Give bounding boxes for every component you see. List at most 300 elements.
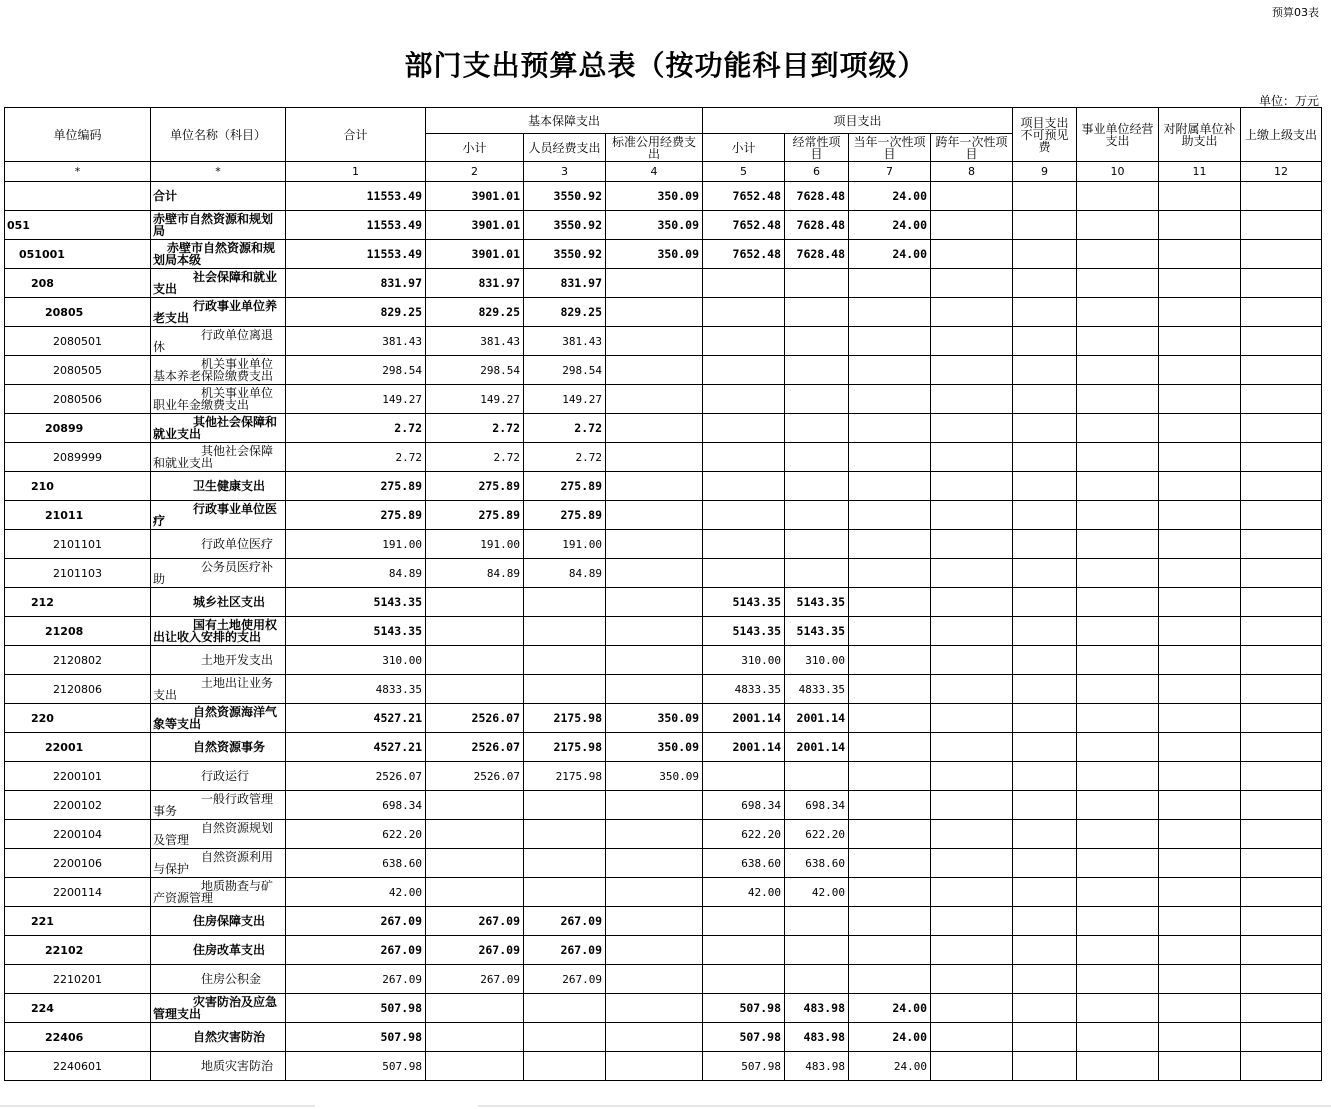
row-value: 275.89 — [286, 472, 426, 501]
row-value: 2001.14 — [703, 704, 785, 733]
table-row — [5, 472, 1322, 501]
row-value — [849, 501, 931, 530]
column-index-cell: 4 — [606, 162, 703, 182]
row-value: 638.60 — [286, 849, 426, 878]
row-value: 24.00 — [849, 240, 931, 269]
row-value: 191.00 — [524, 530, 606, 559]
row-value — [931, 269, 1013, 298]
row-value — [1241, 269, 1322, 298]
row-value — [785, 936, 849, 965]
row-value — [703, 530, 785, 559]
row-value — [1159, 588, 1241, 617]
row-value — [606, 791, 703, 820]
unit-label: 单位：万元 — [1258, 94, 1319, 108]
row-value — [703, 965, 785, 994]
row-value — [1077, 820, 1159, 849]
row-value: 2001.14 — [785, 704, 849, 733]
row-value — [1241, 298, 1322, 327]
table-row — [5, 211, 1322, 240]
row-value: 267.09 — [426, 907, 524, 936]
row-value — [785, 269, 849, 298]
row-value: 275.89 — [286, 501, 426, 530]
row-code: 2200114 — [5, 878, 151, 907]
row-value — [849, 356, 931, 385]
row-value: 5143.35 — [286, 617, 426, 646]
row-value — [1241, 501, 1322, 530]
row-value — [1077, 530, 1159, 559]
row-name: 机关事业单位职业年金缴费支出 — [151, 385, 286, 414]
row-name: 自然资源利用与保护 — [151, 849, 286, 878]
row-value — [703, 356, 785, 385]
row-value: 24.00 — [849, 211, 931, 240]
row-value — [606, 356, 703, 385]
row-value: 267.09 — [426, 965, 524, 994]
row-value — [1241, 1052, 1322, 1081]
row-value — [849, 327, 931, 356]
row-value — [1241, 327, 1322, 356]
column-index-cell: 12 — [1241, 162, 1322, 182]
row-value — [785, 501, 849, 530]
row-value — [1077, 240, 1159, 269]
row-value — [524, 588, 606, 617]
row-value — [1159, 443, 1241, 472]
row-value — [931, 559, 1013, 588]
row-value: 2.72 — [524, 443, 606, 472]
row-value — [524, 878, 606, 907]
row-code — [5, 182, 151, 211]
table-row — [5, 646, 1322, 675]
row-value — [1077, 965, 1159, 994]
row-value — [606, 617, 703, 646]
row-value — [703, 762, 785, 791]
row-value — [606, 327, 703, 356]
row-value: 3901.01 — [426, 211, 524, 240]
row-value — [1013, 414, 1077, 443]
row-name: 社会保障和就业支出 — [151, 269, 286, 298]
row-value — [1159, 646, 1241, 675]
row-value — [1077, 994, 1159, 1023]
row-value — [1013, 385, 1077, 414]
row-value: 310.00 — [703, 646, 785, 675]
row-value: 507.98 — [703, 994, 785, 1023]
row-value: 149.27 — [426, 385, 524, 414]
row-value — [931, 1023, 1013, 1052]
row-value — [703, 559, 785, 588]
table-row — [5, 733, 1322, 762]
row-value: 2175.98 — [524, 733, 606, 762]
column-index-cell: 5 — [703, 162, 785, 182]
row-value — [785, 472, 849, 501]
row-value — [931, 791, 1013, 820]
row-value — [606, 385, 703, 414]
row-value: 507.98 — [286, 1023, 426, 1052]
row-name: 地质灾害防治 — [151, 1052, 286, 1081]
row-value — [931, 472, 1013, 501]
row-value: 350.09 — [606, 704, 703, 733]
row-value — [931, 762, 1013, 791]
row-value — [1077, 762, 1159, 791]
table-row — [5, 269, 1322, 298]
row-code: 224 — [5, 994, 151, 1023]
row-value — [849, 269, 931, 298]
row-value: 11553.49 — [286, 240, 426, 269]
col-header-name: 单位名称（科目） — [151, 108, 286, 162]
row-code: 2080501 — [5, 327, 151, 356]
row-value: 11553.49 — [286, 211, 426, 240]
row-value: 698.34 — [286, 791, 426, 820]
row-value: 275.89 — [426, 472, 524, 501]
row-name: 机关事业单位基本养老保险缴费支出 — [151, 356, 286, 385]
row-code: 2080506 — [5, 385, 151, 414]
row-value: 3550.92 — [524, 182, 606, 211]
bottom-divider — [478, 1105, 1331, 1107]
row-value — [606, 559, 703, 588]
row-value — [931, 936, 1013, 965]
row-value: 267.09 — [524, 965, 606, 994]
row-value — [785, 356, 849, 385]
row-value — [1013, 907, 1077, 936]
row-value — [1077, 791, 1159, 820]
col-header-project: 项目支出 — [703, 108, 1013, 134]
row-value — [426, 675, 524, 704]
row-value — [1159, 298, 1241, 327]
table-row — [5, 849, 1322, 878]
row-value: 149.27 — [524, 385, 606, 414]
row-value: 638.60 — [703, 849, 785, 878]
table-row — [5, 530, 1322, 559]
row-value: 483.98 — [785, 1023, 849, 1052]
row-value: 698.34 — [785, 791, 849, 820]
row-code: 2200102 — [5, 791, 151, 820]
row-value — [606, 472, 703, 501]
row-code: 220 — [5, 704, 151, 733]
row-code: 210 — [5, 472, 151, 501]
row-value — [1077, 588, 1159, 617]
row-code: 2200101 — [5, 762, 151, 791]
row-value — [931, 675, 1013, 704]
table-row — [5, 675, 1322, 704]
row-value — [703, 443, 785, 472]
row-value — [1013, 936, 1077, 965]
row-code: 051001 — [5, 240, 151, 269]
row-code: 051 — [5, 211, 151, 240]
row-value — [524, 849, 606, 878]
column-index-cell: 1 — [286, 162, 426, 182]
row-value: 2526.07 — [426, 733, 524, 762]
row-value: 2001.14 — [703, 733, 785, 762]
row-value — [426, 646, 524, 675]
row-value — [1013, 356, 1077, 385]
row-value — [849, 443, 931, 472]
table-row — [5, 936, 1322, 965]
row-value: 275.89 — [524, 501, 606, 530]
row-name: 自然资源规划及管理 — [151, 820, 286, 849]
row-code: 2080505 — [5, 356, 151, 385]
row-value — [1159, 530, 1241, 559]
row-value — [426, 791, 524, 820]
row-value — [1159, 965, 1241, 994]
row-value — [1013, 878, 1077, 907]
row-value: 2526.07 — [286, 762, 426, 791]
row-value: 4527.21 — [286, 733, 426, 762]
row-value: 275.89 — [426, 501, 524, 530]
row-value: 829.25 — [426, 298, 524, 327]
row-value — [1159, 559, 1241, 588]
row-name: 地质勘查与矿产资源管理 — [151, 878, 286, 907]
row-value — [1077, 704, 1159, 733]
row-value: 7628.48 — [785, 211, 849, 240]
row-code: 22102 — [5, 936, 151, 965]
row-value — [931, 588, 1013, 617]
row-value — [931, 182, 1013, 211]
row-code: 2089999 — [5, 443, 151, 472]
row-value — [931, 994, 1013, 1023]
row-value — [1013, 1023, 1077, 1052]
col-header-basic-personnel: 人员经费支出 — [524, 134, 606, 162]
row-value: 2175.98 — [524, 762, 606, 791]
row-value: 84.89 — [286, 559, 426, 588]
table-row — [5, 443, 1322, 472]
row-code: 2101101 — [5, 530, 151, 559]
row-value — [849, 791, 931, 820]
row-value — [1241, 588, 1322, 617]
col-header-basic: 基本保障支出 — [426, 108, 703, 134]
row-value — [1159, 327, 1241, 356]
row-value: 3901.01 — [426, 182, 524, 211]
row-value — [1241, 878, 1322, 907]
table-row — [5, 878, 1322, 907]
row-value: 622.20 — [785, 820, 849, 849]
row-value — [931, 820, 1013, 849]
row-value: 191.00 — [286, 530, 426, 559]
row-value: 3550.92 — [524, 240, 606, 269]
row-value — [606, 646, 703, 675]
row-value — [524, 646, 606, 675]
row-value — [606, 907, 703, 936]
column-index-cell: 8 — [931, 162, 1013, 182]
row-value — [1013, 530, 1077, 559]
row-code: 208 — [5, 269, 151, 298]
row-value — [931, 965, 1013, 994]
row-name: 住房保障支出 — [151, 907, 286, 936]
col-header-proj-unforeseen: 项目支出不可预见费 — [1013, 108, 1077, 162]
table-row — [5, 298, 1322, 327]
row-value — [849, 414, 931, 443]
row-value — [849, 588, 931, 617]
row-value — [606, 443, 703, 472]
row-value — [1077, 269, 1159, 298]
row-code: 2210201 — [5, 965, 151, 994]
row-name: 国有土地使用权出让收入安排的支出 — [151, 617, 286, 646]
row-value: 831.97 — [524, 269, 606, 298]
row-value — [931, 414, 1013, 443]
row-value: 310.00 — [785, 646, 849, 675]
row-value — [606, 675, 703, 704]
row-value — [1077, 182, 1159, 211]
row-name: 自然资源海洋气象等支出 — [151, 704, 286, 733]
row-value — [1241, 936, 1322, 965]
column-index-cell: 7 — [849, 162, 931, 182]
row-value: 350.09 — [606, 733, 703, 762]
row-value — [931, 530, 1013, 559]
col-header-total: 合计 — [286, 108, 426, 162]
row-value: 2.72 — [286, 443, 426, 472]
row-value — [1159, 733, 1241, 762]
row-code: 21208 — [5, 617, 151, 646]
table-body — [5, 182, 1322, 1081]
row-value: 267.09 — [524, 936, 606, 965]
row-name: 住房改革支出 — [151, 936, 286, 965]
table-row — [5, 182, 1322, 211]
row-value — [703, 936, 785, 965]
row-value — [849, 646, 931, 675]
row-name: 城乡社区支出 — [151, 588, 286, 617]
row-value — [1077, 559, 1159, 588]
row-value — [931, 356, 1013, 385]
row-name: 其他社会保障和就业支出 — [151, 414, 286, 443]
row-value — [1241, 646, 1322, 675]
row-name: 灾害防治及应急管理支出 — [151, 994, 286, 1023]
row-value — [1013, 617, 1077, 646]
row-value — [1013, 588, 1077, 617]
row-value — [703, 472, 785, 501]
row-code: 2101103 — [5, 559, 151, 588]
row-value — [1013, 298, 1077, 327]
row-value — [1159, 675, 1241, 704]
budget-table — [4, 107, 1322, 1081]
row-name: 住房公积金 — [151, 965, 286, 994]
row-value: 2526.07 — [426, 704, 524, 733]
row-value — [849, 385, 931, 414]
row-value — [931, 704, 1013, 733]
row-value — [849, 965, 931, 994]
table-row — [5, 414, 1322, 443]
row-value — [785, 385, 849, 414]
row-value — [606, 1052, 703, 1081]
row-value: 267.09 — [524, 907, 606, 936]
row-value — [1013, 849, 1077, 878]
row-name: 一般行政管理事务 — [151, 791, 286, 820]
col-header-basic-subtotal: 小计 — [426, 134, 524, 162]
row-value: 829.25 — [286, 298, 426, 327]
table-row — [5, 965, 1322, 994]
row-value — [1241, 443, 1322, 472]
row-code: 221 — [5, 907, 151, 936]
row-value — [1013, 327, 1077, 356]
row-value — [931, 733, 1013, 762]
table-row — [5, 762, 1322, 791]
table-row — [5, 1023, 1322, 1052]
column-index-cell: 2 — [426, 162, 524, 182]
row-value — [785, 762, 849, 791]
row-value — [1077, 356, 1159, 385]
row-value: 381.43 — [286, 327, 426, 356]
col-header-proj-regular: 经常性项目 — [785, 134, 849, 162]
row-value — [1013, 1052, 1077, 1081]
row-value — [849, 762, 931, 791]
row-value — [606, 501, 703, 530]
row-value: 5143.35 — [785, 617, 849, 646]
row-name: 其他社会保障和就业支出 — [151, 443, 286, 472]
row-value — [1013, 646, 1077, 675]
row-value — [849, 878, 931, 907]
row-value — [1077, 327, 1159, 356]
row-value: 149.27 — [286, 385, 426, 414]
col-header-business: 事业单位经营支出 — [1077, 108, 1159, 162]
row-value — [1013, 269, 1077, 298]
row-value — [1241, 530, 1322, 559]
row-value — [1077, 1052, 1159, 1081]
row-value — [1241, 704, 1322, 733]
row-value — [1241, 1023, 1322, 1052]
row-value: 638.60 — [785, 849, 849, 878]
row-name: 赤壁市自然资源和规划局 — [151, 211, 286, 240]
table-row — [5, 501, 1322, 530]
row-value: 310.00 — [286, 646, 426, 675]
row-value: 350.09 — [606, 211, 703, 240]
row-value — [931, 501, 1013, 530]
row-value — [1077, 907, 1159, 936]
row-value — [1159, 1023, 1241, 1052]
row-value — [703, 907, 785, 936]
row-value — [1077, 211, 1159, 240]
row-value — [1241, 762, 1322, 791]
table-row — [5, 617, 1322, 646]
row-value: 5143.35 — [286, 588, 426, 617]
row-value — [849, 849, 931, 878]
row-value — [703, 501, 785, 530]
row-value: 622.20 — [703, 820, 785, 849]
row-value — [849, 704, 931, 733]
table-row — [5, 588, 1322, 617]
row-value — [931, 327, 1013, 356]
row-value — [1159, 414, 1241, 443]
row-value: 42.00 — [286, 878, 426, 907]
row-value — [1159, 501, 1241, 530]
row-name: 行政事业单位养老支出 — [151, 298, 286, 327]
row-code: 2240601 — [5, 1052, 151, 1081]
row-value — [1159, 936, 1241, 965]
row-value: 2001.14 — [785, 733, 849, 762]
row-value: 42.00 — [785, 878, 849, 907]
col-header-proj-subtotal: 小计 — [703, 134, 785, 162]
row-value: 298.54 — [524, 356, 606, 385]
row-name: 土地开发支出 — [151, 646, 286, 675]
row-value — [1241, 240, 1322, 269]
row-value — [606, 298, 703, 327]
row-value — [426, 878, 524, 907]
row-value: 5143.35 — [785, 588, 849, 617]
row-name: 行政事业单位医疗 — [151, 501, 286, 530]
row-value — [1241, 994, 1322, 1023]
row-value — [606, 994, 703, 1023]
row-value: 4833.35 — [785, 675, 849, 704]
row-value: 2.72 — [426, 443, 524, 472]
row-value — [1077, 472, 1159, 501]
row-value — [1159, 994, 1241, 1023]
row-value — [426, 994, 524, 1023]
row-value — [1159, 762, 1241, 791]
row-value: 2.72 — [524, 414, 606, 443]
row-value — [1013, 559, 1077, 588]
row-value: 483.98 — [785, 994, 849, 1023]
row-value — [606, 936, 703, 965]
row-value — [1241, 414, 1322, 443]
row-value — [524, 1023, 606, 1052]
row-value — [785, 559, 849, 588]
row-value — [849, 733, 931, 762]
row-value: 4833.35 — [703, 675, 785, 704]
